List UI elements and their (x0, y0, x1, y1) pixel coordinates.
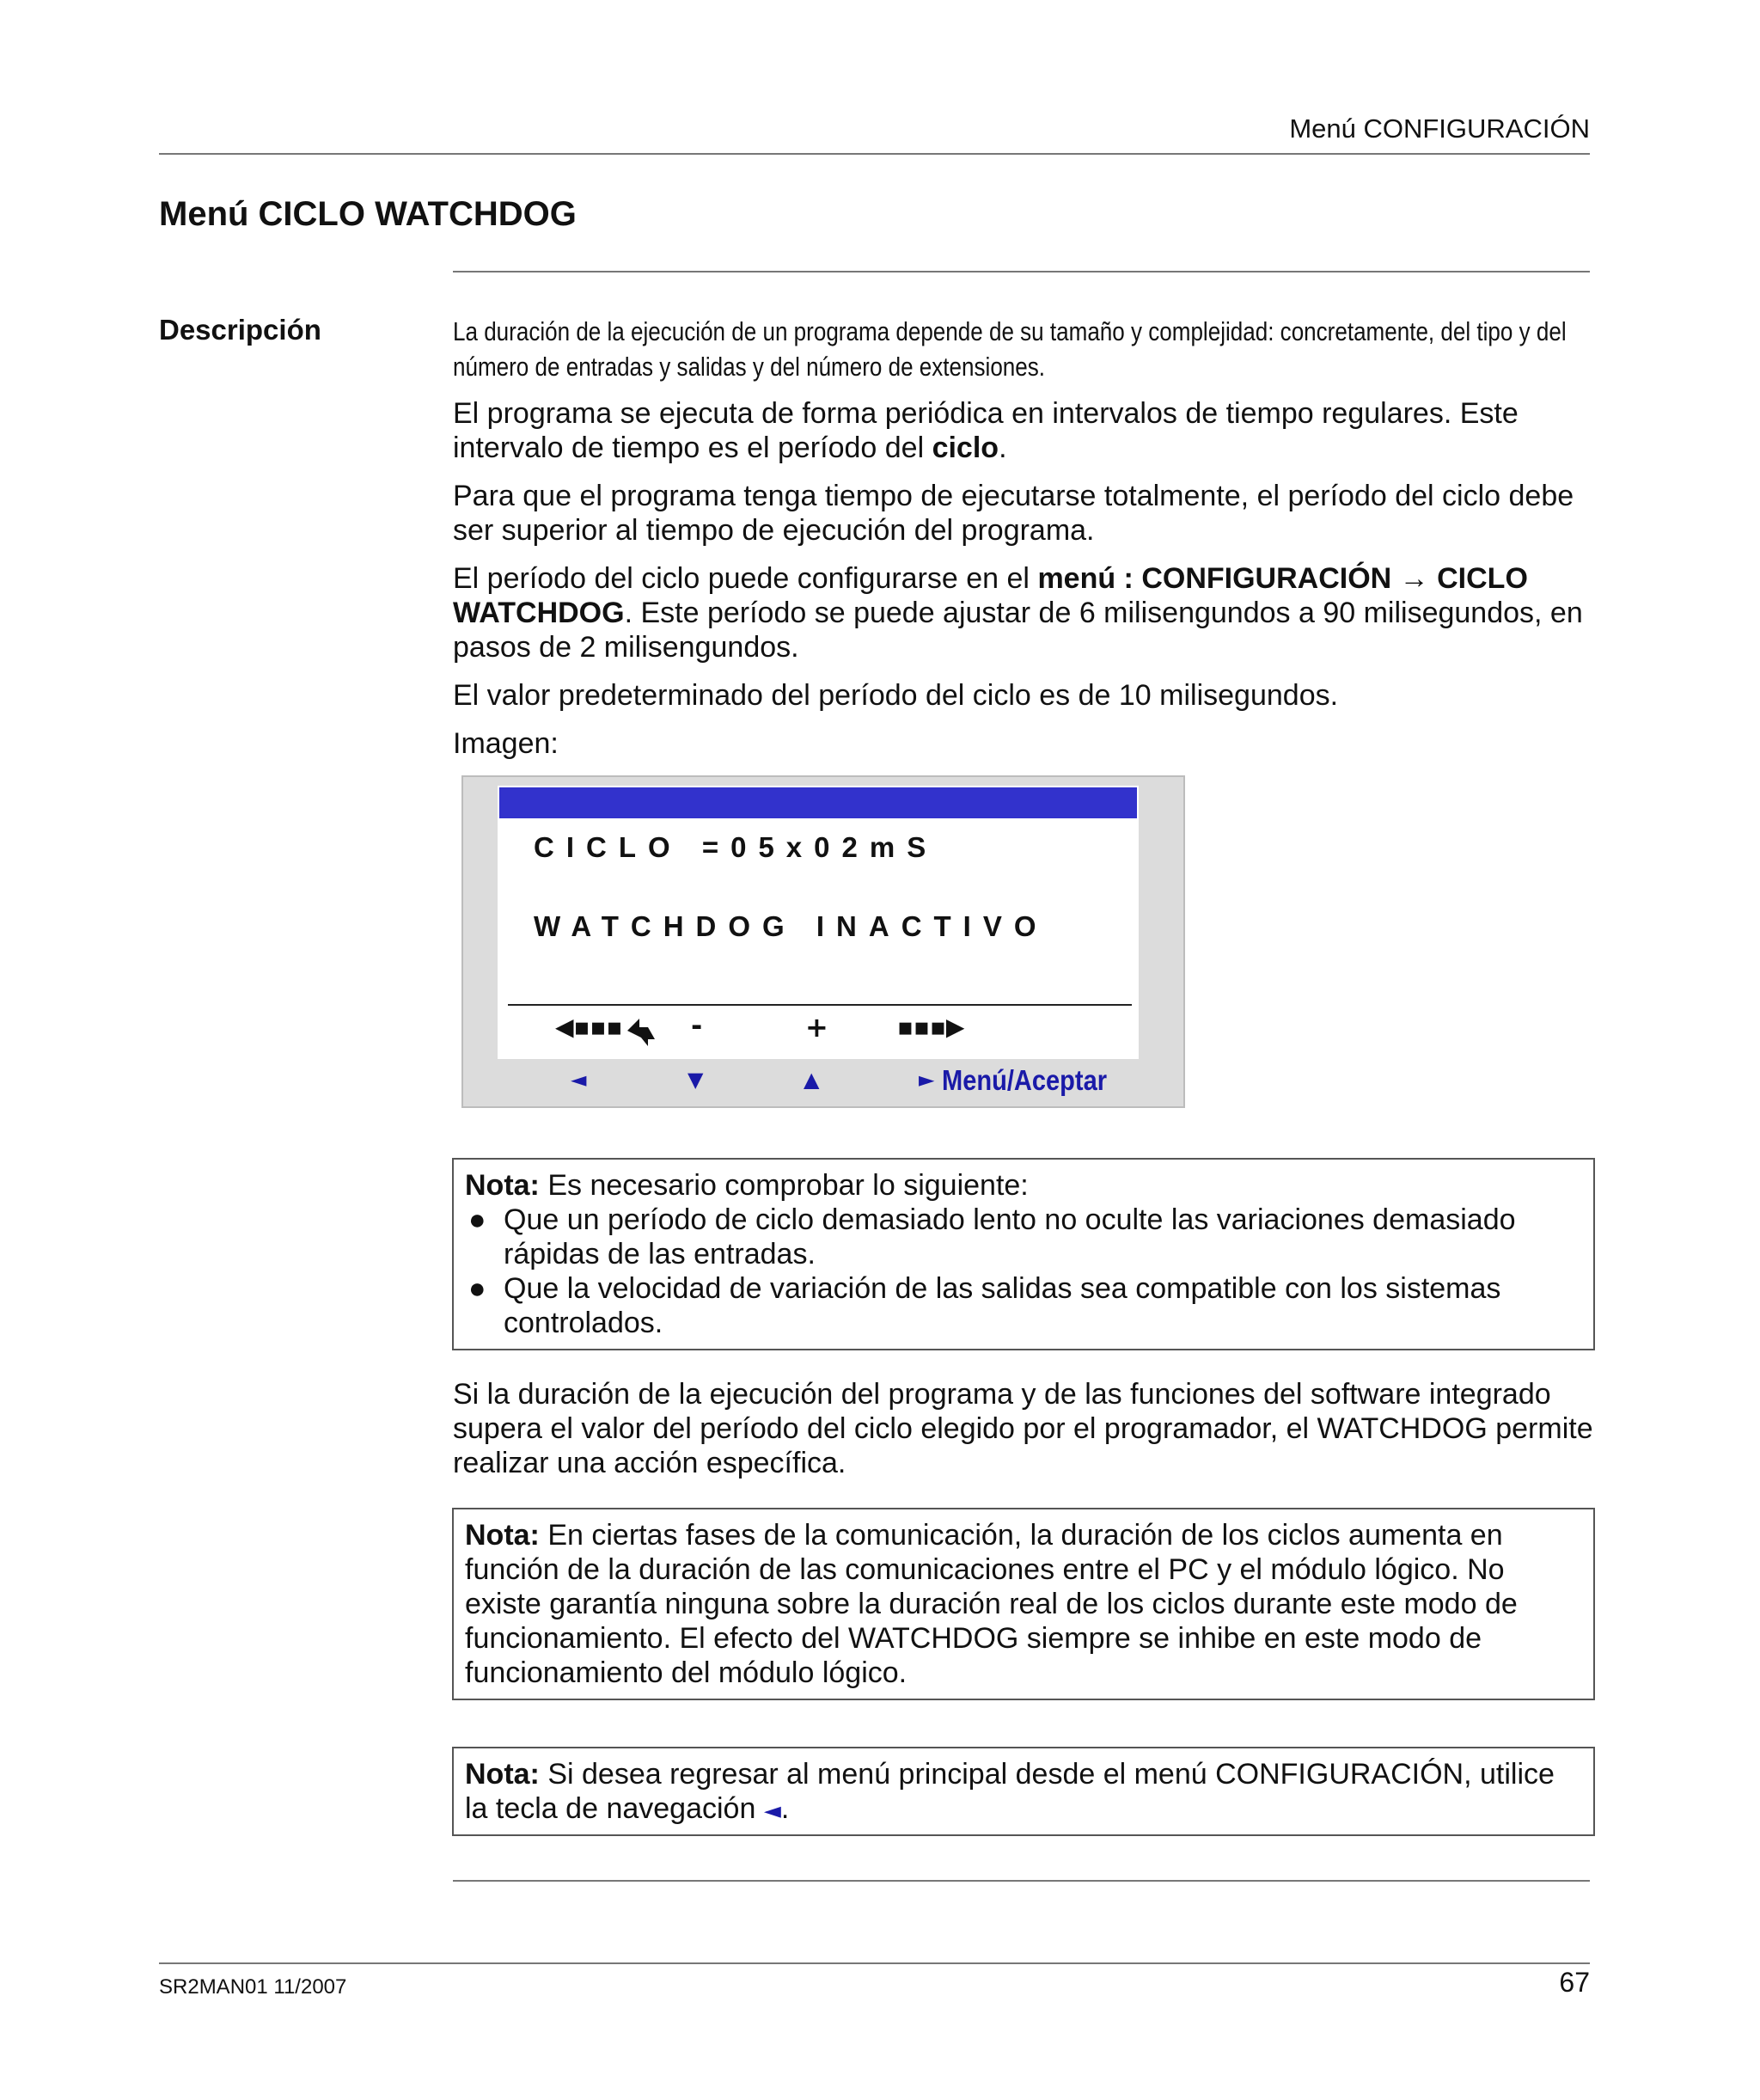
lcd-display-image (461, 775, 1185, 1108)
paragraph-image-label (453, 726, 1596, 761)
menu-path-target: CICLO WATCHDOG (453, 562, 1528, 629)
title-rule (453, 271, 1590, 272)
note-bullet-list (465, 1203, 1583, 1340)
paragraph-watchdog-text: Si la duración de la ejecución del programa y de las funciones del software integrado supera el valor del período del ciclo elegido por el programador, el WATCHDOG permite realizar una acción específica. (453, 1378, 1593, 1479)
paragraph-default (453, 678, 1596, 713)
note-text: En ciertas fases de la comunicación, la duración de los ciclos aumenta en función de la duración de las comunicaciones entre el PC y el módulo lógico. No existe garantía ninguna sobre la duración real de los ciclos durante este modo de funcionamiento. El efecto del WATCHDOG siempre se inhibe en este modo de funcionamiento del módulo lógico. (465, 1519, 1518, 1689)
paragraph-watchdog (453, 1377, 1596, 1480)
lcd-navigation-cross-icon (622, 1013, 660, 1051)
paragraph-execution (453, 479, 1596, 548)
paragraph-config-text: El período del ciclo puede configurarse en el (453, 562, 1038, 595)
content-end-rule (453, 1880, 1590, 1882)
paragraph-cycle-end: . (999, 432, 1007, 464)
lcd-plus-symbol: + (805, 1011, 828, 1044)
lcd-left-arrow-icon: ◀▪▪▪ (555, 1013, 623, 1041)
footer-rule (159, 1962, 1590, 1964)
left-key-icon: ◄ (763, 1798, 781, 1824)
bullet-icon: ● (468, 1272, 486, 1305)
footer-doc-ref: SR2MAN01 11/2007 (159, 1975, 347, 1999)
lcd-right-arrow-icon: ▪▪▪▶ (897, 1013, 965, 1041)
lcd-line-cycle: CICLO =05x02mS (534, 831, 938, 863)
section-label: Descripción (159, 314, 321, 346)
paragraph-cycle-text: El programa se ejecuta de forma periódica en intervalos de tiempo regulares. Este intervalo de tiempo es el período del (453, 397, 1519, 464)
lcd-minus-symbol: - (691, 1009, 703, 1042)
header-rule (159, 153, 1590, 155)
list-item (465, 1271, 1583, 1340)
page-number: 67 (1559, 1967, 1590, 1998)
note-label: Nota: (465, 1169, 540, 1202)
term-ciclo: ciclo (932, 432, 999, 464)
note-text-end: . (780, 1792, 790, 1825)
image-label: Imagen: (453, 727, 559, 760)
arrow-right-icon: → (1399, 562, 1429, 595)
nav-left-key-icon: ◄ (571, 1068, 587, 1092)
paragraph-intro-text: La duración de la ejecución de un programa depende de su tamaño y complejidad: concretamente, del tipo y del número de entradas y salidas y del número de extensiones. (453, 316, 1567, 382)
nav-menu-accept-label: Menú/Aceptar (942, 1064, 1108, 1096)
nav-down-key-icon: ▼ (688, 1068, 704, 1092)
running-header: Menú CONFIGURACIÓN (1289, 113, 1590, 144)
note-box-navigation (452, 1747, 1595, 1836)
lcd-title-bar (499, 787, 1137, 818)
nav-up-key-icon: ▲ (804, 1068, 820, 1092)
lcd-line-watchdog: WATCHDOG INACTIVO (534, 910, 1048, 942)
paragraph-config (453, 561, 1596, 664)
note-box-communication (452, 1508, 1595, 1700)
menu-path: menú : CONFIGURACIÓN (1037, 562, 1392, 595)
note-text: Si desea regresar al menú principal desde el menú CONFIGURACIÓN, utilice la tecla de navegación (465, 1758, 1555, 1825)
bullet-text: Que la velocidad de variación de las salidas sea compatible con los sistemas controlados. (504, 1272, 1501, 1339)
paragraph-default-text: El valor predeterminado del período del ciclo es de 10 milisegundos. (453, 679, 1339, 712)
paragraph-intro (453, 314, 1596, 384)
note-label: Nota: (465, 1758, 540, 1791)
note-label: Nota: (465, 1519, 540, 1552)
lcd-separator (508, 1004, 1132, 1006)
list-item (465, 1203, 1583, 1271)
page-title: Menú CICLO WATCHDOG (159, 195, 577, 233)
note-box-check (452, 1158, 1595, 1350)
paragraph-execution-text: Para que el programa tenga tiempo de ejecutarse totalmente, el período del ciclo debe ser superior al tiempo de ejecución del programa. (453, 480, 1574, 547)
paragraph-config-end: . Este período se puede ajustar de 6 milisengundos a 90 milisegundos, en pasos de 2 milisengundos. (453, 597, 1583, 664)
note-text: Es necesario comprobar lo siguiente: (539, 1169, 1029, 1202)
paragraph-cycle (453, 396, 1596, 465)
nav-right-key-icon: ► (919, 1068, 935, 1092)
bullet-icon: ● (468, 1203, 486, 1236)
bullet-text: Que un período de ciclo demasiado lento no oculte las variaciones demasiado rápidas de las entradas. (504, 1203, 1516, 1270)
